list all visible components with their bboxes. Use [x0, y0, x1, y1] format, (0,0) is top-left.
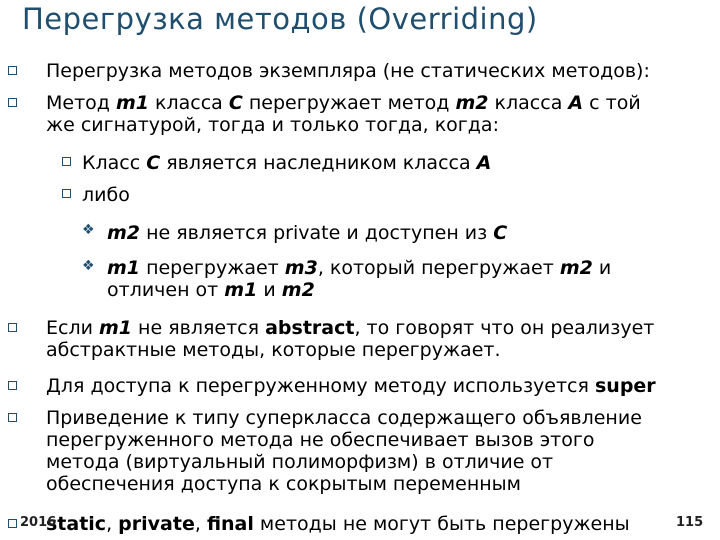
bullet-7-line-2: абстрактные методы, которые перегружает. — [46, 339, 501, 361]
square-bullet-icon — [8, 381, 17, 390]
bullet-3: Класс C является наследником класса A — [82, 152, 492, 174]
bullet-1: Перегрузка методов экземпляра (не статических методов): — [46, 60, 650, 82]
diamond-bullet-icon: ❖ — [82, 222, 95, 238]
diamond-bullet-icon: ❖ — [82, 258, 95, 274]
bullet-10: static, private, final методы не могут быть перегружены — [46, 513, 630, 535]
square-bullet-icon — [8, 98, 17, 107]
bullet-9-line-1: Приведение к типу суперкласса содержащего объявление — [46, 407, 642, 429]
square-bullet-icon — [8, 323, 17, 332]
bullet-2-line-1: Метод m1 класса C перегружает метод m2 класса A с той — [46, 92, 641, 114]
bullet-9-line-2: перегруженного метода не обеспечивает вызов этого — [46, 429, 595, 451]
square-bullet-icon — [62, 189, 71, 198]
bullet-8: Для доступа к перегруженному методу используется super — [46, 375, 656, 397]
square-bullet-icon — [8, 519, 17, 528]
square-bullet-icon — [8, 413, 17, 422]
bullet-7-line-1: Если m1 не является abstract, то говорят что он реализует — [46, 317, 655, 339]
square-bullet-icon — [8, 66, 17, 75]
page-number: 115 — [676, 515, 704, 530]
bullet-9-line-3: метода (виртуальный полиморфизм) в отличие от — [46, 451, 554, 473]
bullet-6-line-2: отличен от m1 и m2 — [107, 279, 315, 301]
square-bullet-icon — [62, 157, 71, 166]
footer-year: 2016 — [20, 515, 57, 530]
bullet-2-line-2: же сигнатурой, тогда и только тогда, когда: — [46, 114, 499, 136]
slide-title: Перегрузка методов (Overriding) — [22, 2, 538, 36]
bullet-5: m2 не является private и доступен из C — [107, 222, 508, 244]
bullet-9-line-4: обеспечения доступа к сокрытым переменным — [46, 473, 521, 495]
bullet-4: либо — [82, 184, 130, 206]
bullet-6-line-1: m1 перегружает m3, который перегружает m2 и — [107, 257, 612, 279]
